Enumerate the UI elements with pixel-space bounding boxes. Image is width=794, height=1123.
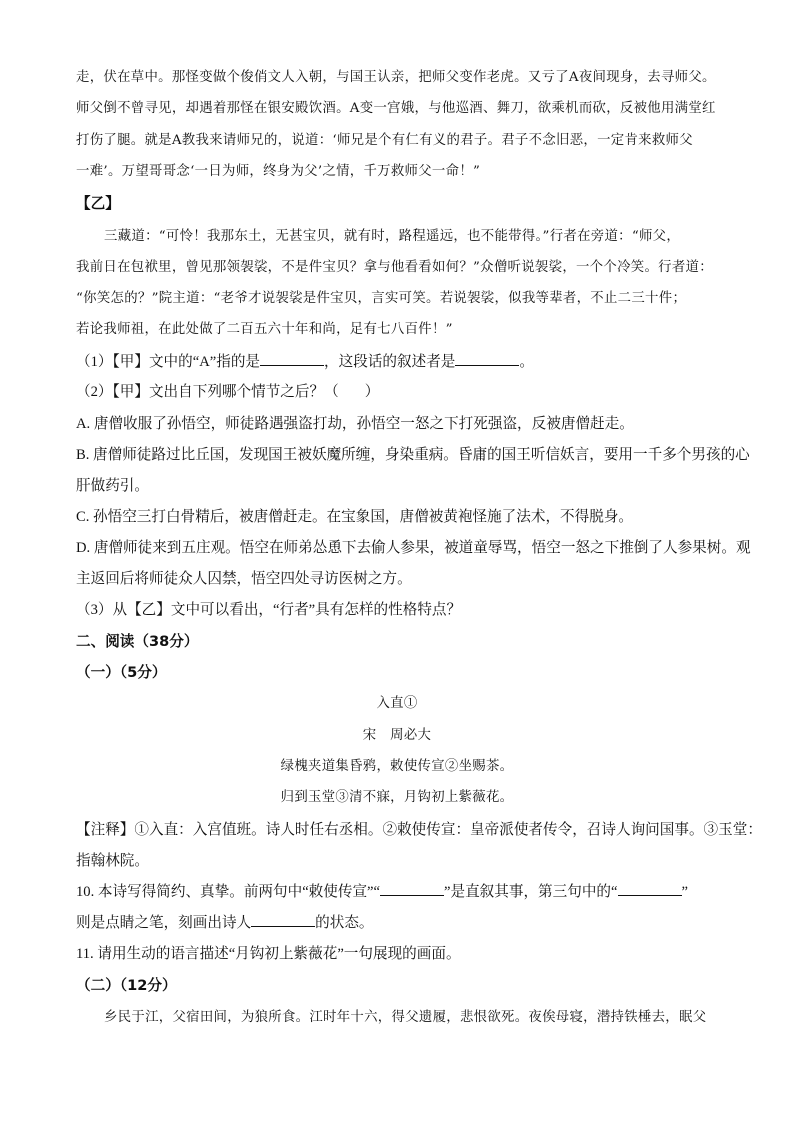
passage-jia-line-3: 打伤了腿。就是A教我来请师兄的，说道：‘师兄是个有仁有义的君子。君子不念旧恶，一定肯来救师父 [76,133,693,148]
option-b: B. 唐僧师徒路过比丘国，发现国王被妖魔所缠，身染重病。昏庸的国王听信妖言，要用一千多个男孩的心 [76,447,750,463]
question-2-stem-a: （2）【甲】文出自下列哪个情节之后？（ [76,384,339,400]
passage-yi-line-4: 若论我师祖，在此处做了二百五六十年和尚，足有七八百件！” [76,322,453,337]
option-d-continued: 主返回后将师徒众人囚禁，悟空四处寻访医树之方。 [76,571,412,587]
answer-blank-first-lines[interactable] [380,881,444,896]
passage-jia-line-2: 师父倒不曾寻见，却遇着那怪在银安殿饮酒。A变一宫娥，与他巡酒、舞刀，欲乘机而砍，反被他用满堂红 [76,101,716,116]
passage-yi-heading: 【乙】 [76,195,120,212]
question-11: 11. 请用生动的语言描述“月钩初上紫薇花”一句展现的画面。 [76,946,461,962]
question-1-text-b: ，这段话的叙述者是 [324,354,456,370]
subsection-1-title: （一）（5分） [76,664,167,681]
passage-yi-line-2: 我前日在包袱里，曾见那领袈裟，不是件宝贝？拿与他看看如何？”众僧听说袈裟，一个个冷笑。行者道： [76,260,713,275]
question-10-text-b: ”是直叙其事，第三句中的“ [444,884,618,900]
answer-blank-narrator[interactable] [455,351,519,366]
poem-notes-line-2: 指翰林院。 [76,853,149,869]
poem-line-1: 绿槐夹道集昏鸦，敕使传宣②坐赐茶。 [280,759,514,774]
question-10-text-a: 10. 本诗写得简约、真挚。前两句中“敕使传宣”“ [76,884,381,900]
poem-author: 宋 周必大 [362,728,432,743]
passage-jia-line-4: 一难’。万望哥哥念‘一日为师，终身为父’之情，千万救师父一命！” [76,164,481,179]
answer-blank-third-line[interactable] [618,881,682,896]
option-d: D. 唐僧师徒来到五庄观。悟空在师弟怂恿下去偷人参果，被道童辱骂，悟空一怒之下推倒了人参果树。观 [76,540,751,556]
question-10-line2-b: 的状态。 [315,915,374,931]
passage-2-line-1: 乡民于江，父宿田间，为狼所食。江时年十六，得父遗履，悲恨欲死。夜俟母寝，潜持铁棰去，眠父 [104,1010,707,1025]
poem-title: 入直① [376,696,418,711]
option-c: C. 孙悟空三打白骨精后，被唐僧赶走。在宝象国，唐僧被黄袍怪施了法术，不得脱身。 [76,509,634,525]
option-b-continued: 肝做药引。 [76,478,149,494]
poem-notes-line-1: 【注释】①入直：入宫值班。诗人时任右丞相。②敕使传宣：皇帝派使者传令，召诗人询问国事。③玉堂： [76,822,762,838]
question-1 [76,350,726,371]
question-10-text-c: ” [681,884,688,900]
subsection-2-title: （二）（12分） [76,977,177,994]
question-10-line-2 [76,911,726,932]
passage-yi-line-3: “你笑怎的？”院主道：“老爷才说袈裟是件宝贝，言实可笑。若说袈裟，似我等辈者，不止二三十件； [76,291,687,306]
question-10-line2-a: 则是点睛之笔，刻画出诗人 [76,915,252,931]
question-2-stem-b: ） [364,384,380,400]
question-2-stem [76,380,726,401]
question-1-text-a: （1）【甲】文中的“A”指的是 [76,354,261,370]
passage-yi-line-1: 三藏道：“可怜！我那东土，无甚宝贝，就有时，路程遥远，也不能带得。”行者在旁道：“师父， [104,229,681,244]
passage-jia-line-1: 走，伏在草中。那怪变做个俊俏文人入朝，与国王认亲，把师父变作老虎。又亏了A夜间现身，去寻师父。 [76,70,716,85]
question-10 [76,880,726,901]
question-3: （3）从【乙】文中可以看出，“行者”具有怎样的性格特点？ [76,602,462,618]
option-a: A. 唐僧收服了孙悟空，师徒路遇强盗打劫，孙悟空一怒之下打死强盗，反被唐僧赶走。 [76,416,634,432]
section-2-title: 二、阅读（38分） [76,633,199,650]
question-1-text-c: 。 [519,354,534,370]
answer-blank-a-refers-to[interactable] [260,351,324,366]
answer-blank-poet-state[interactable] [251,912,315,927]
poem-line-2: 归到玉堂③清不寐，月钩初上紫薇花。 [280,790,514,805]
